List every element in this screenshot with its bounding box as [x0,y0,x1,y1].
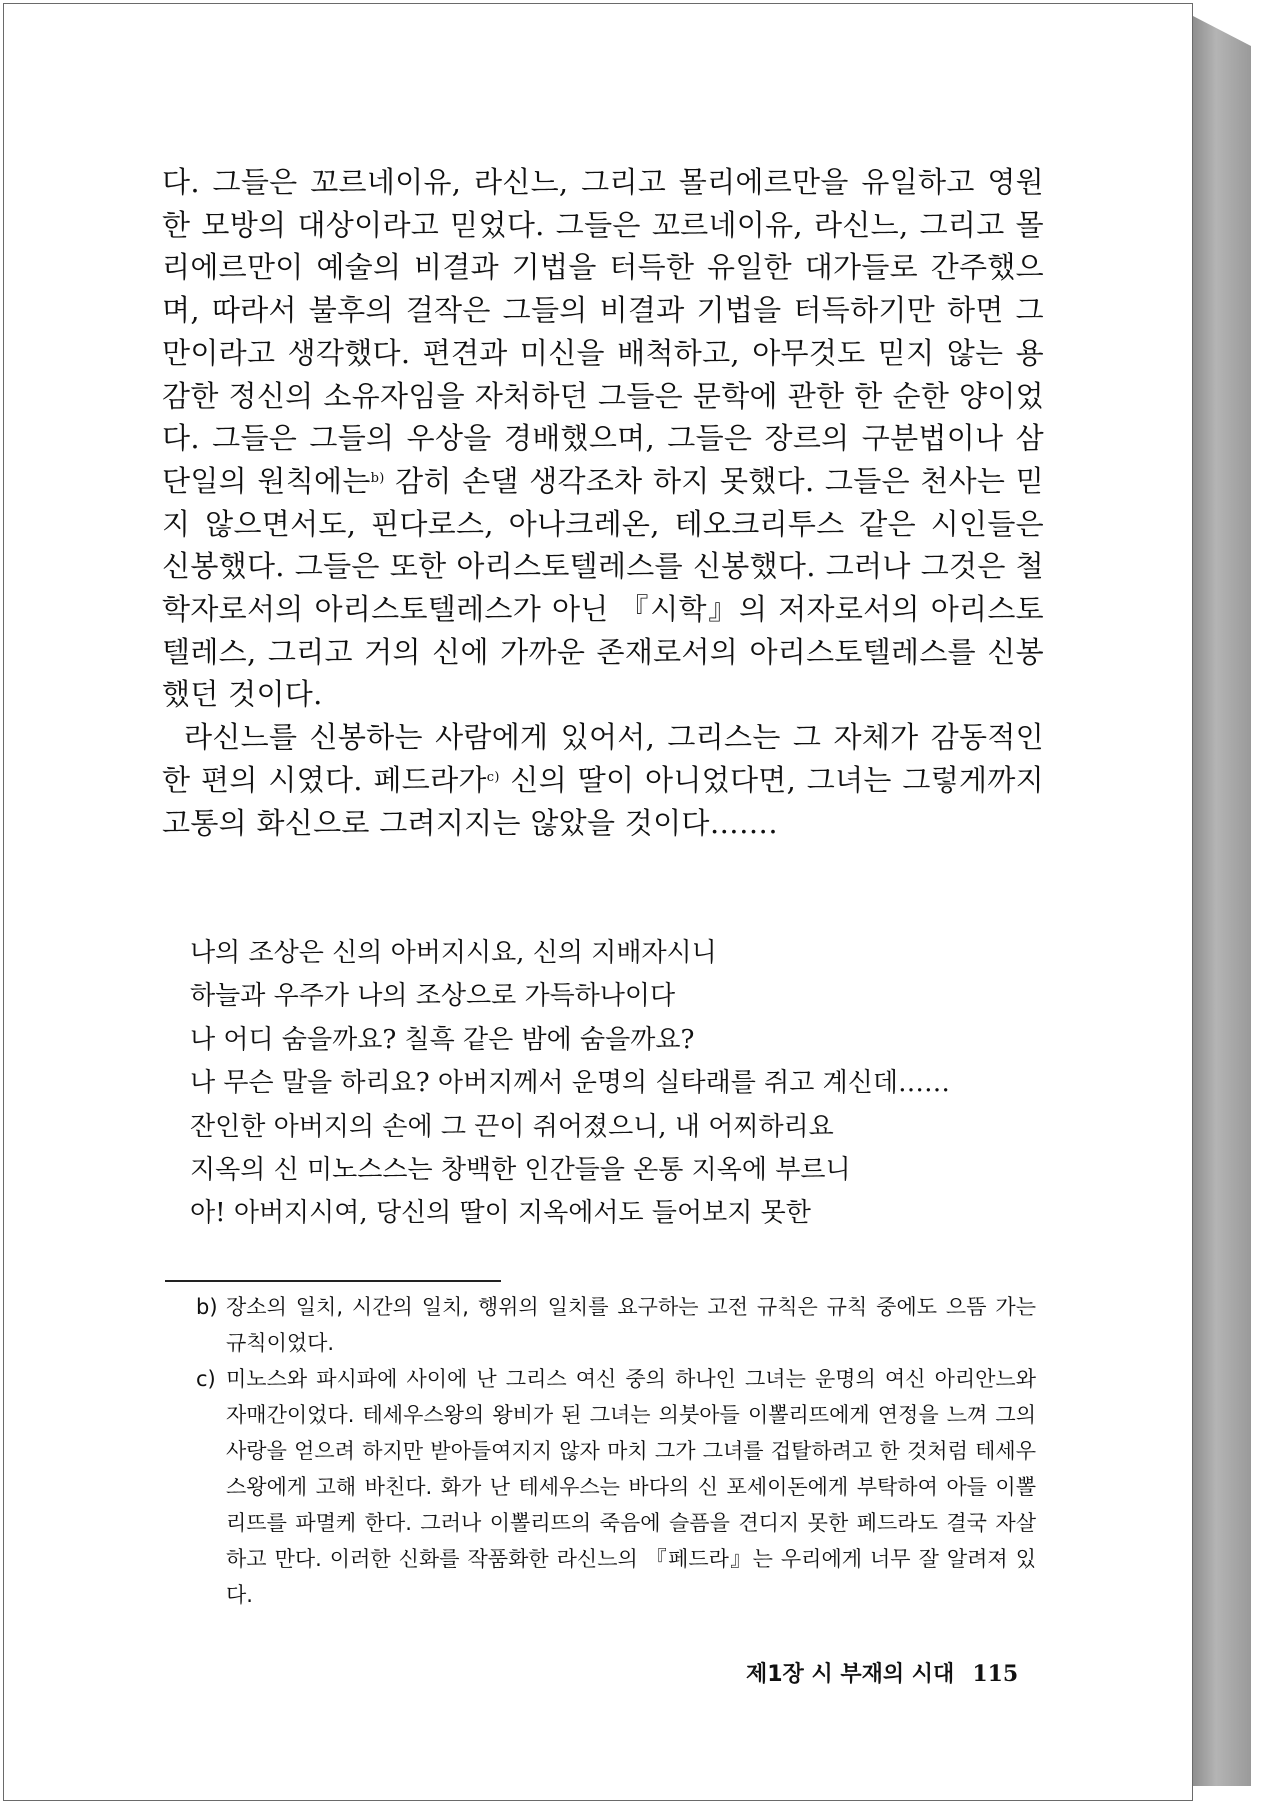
footnote-mark: b) [196,1295,218,1319]
poem-line: 나의 조상은 신의 아버지시요, 신의 지배자시니 [190,938,717,968]
running-footer [746,1657,1018,1688]
footnote-text: 장소의 일치, 시간의 일치, 행위의 일치를 요구하는 고전 규칙은 규칙 중에도 으뜸 가는 규칙이었다. [226,1295,1036,1355]
paragraph-2: 라신느를 신봉하는 사람에게 있어서, 그리스는 그 자체가 감동적인 한 편의 시였다. 페드라가$^{c)}$ 신의 딸이 아니었다면, 그녀는 그렇게까지 고통의 화신으로 그려지지는 않았을 것이다……. [162,720,1044,840]
paragraph-1: 다. 그들은 꼬르네이유, 라신느, 그리고 몰리에르만을 유일하고 영원한 모방의 대상이라고 믿었다. 그들은 꼬르네이유, 라신느, 그리고 몰리에르만이 예술의 비결과 기법을 터득한 유일한 대가들로 간주했으며, 따라서 불후의 걸작은 그들의 비결과 기법을 터득하기만 하면 그만이라고 생각했다. 편견과 미신을 배척하고, 아무것도 믿지 않는 용감한 정신의 소유자임을 자처하던 그들은 문학에 관한 한 순한 양이었다. 그들은 그들의 우상을 경배했으며, 그들은 장르의 구분법이나 삼단일의 원칙에는$^{b)}$ 감히 손댈 생각조차 하지 못했다. 그들은 천사는 믿지 않으면서도, 핀다로스, 아나크레온, 테오크리투스 같은 시인들은 신봉했다. 그들은 또한 아리스토텔레스를 신봉했다. 그러나 그것은 철학자로서의 아리스토텔레스가 아닌 『시학』의 저자로서의 아리스토텔레스, 그리고 거의 신에 가까운 존재로서의 아리스토텔레스를 신봉했던 것이다. [162,165,1045,712]
footnote-ref-c: c) [486,769,500,785]
main-text [162,161,1044,844]
book-edge [1193,16,1251,1786]
footnote-mark: c) [196,1367,216,1391]
poem-line: 잔인한 아버지의 손에 그 끈이 쥐어졌으니, 내 어찌하리요 [190,1111,834,1142]
footnote-divider [165,1280,501,1282]
footnote-b [196,1289,1036,1361]
footnote-text: 미노스와 파시파에 사이에 난 그리스 여신 중의 하나인 그녀는 운명의 여신 아리안느와 자매간이었다. 테세우스왕의 왕비가 된 그녀는 의붓아들 이뽈리뜨에게 연정을 느껴 그의 사랑을 얻으려 하지만 받아들여지지 않자 마치 그가 그녀를 겁탈하려고 한 것처럼 테세우스왕에게 고해 바친다. 화가 난 테세우스는 바다의 신 포세이돈에게 부탁하여 아들 이뽈리뜨를 파멸케 한다. 그러나 이뽈리뜨의 죽음에 슬픔을 견디지 못한 페드라도 결국 자살하고 만다. 이러한 신화를 작품화한 라신느의 『페드라』는 우리에게 너무 잘 알려져 있다. [226,1367,1036,1607]
poem-line: 나 무슨 말을 하리요? 아버지께서 운명의 실타래를 쥐고 계신데…… [190,1068,950,1099]
poem-line: 하늘과 우주가 나의 조상으로 가득하나이다 [190,981,676,1012]
poem-line: 아! 아버지시여, 당신의 딸이 지옥에서도 들어보지 못한 [190,1198,811,1229]
page-number: 115 [972,1661,1019,1687]
poem-quote [190,932,1030,1236]
footnote-ref-b: b) [370,470,385,486]
footnotes [196,1289,1036,1613]
book-page [3,3,1193,1801]
footnote-c [196,1361,1036,1613]
poem-line: 지옥의 신 미노스스는 창백한 인간들을 온통 지옥에 부르니 [190,1155,851,1186]
chapter-title: 제1장 시 부재의 시대 [746,1662,955,1687]
poem-line: 나 어디 숨을까요? 칠흑 같은 밤에 숨을까요? [190,1024,695,1055]
